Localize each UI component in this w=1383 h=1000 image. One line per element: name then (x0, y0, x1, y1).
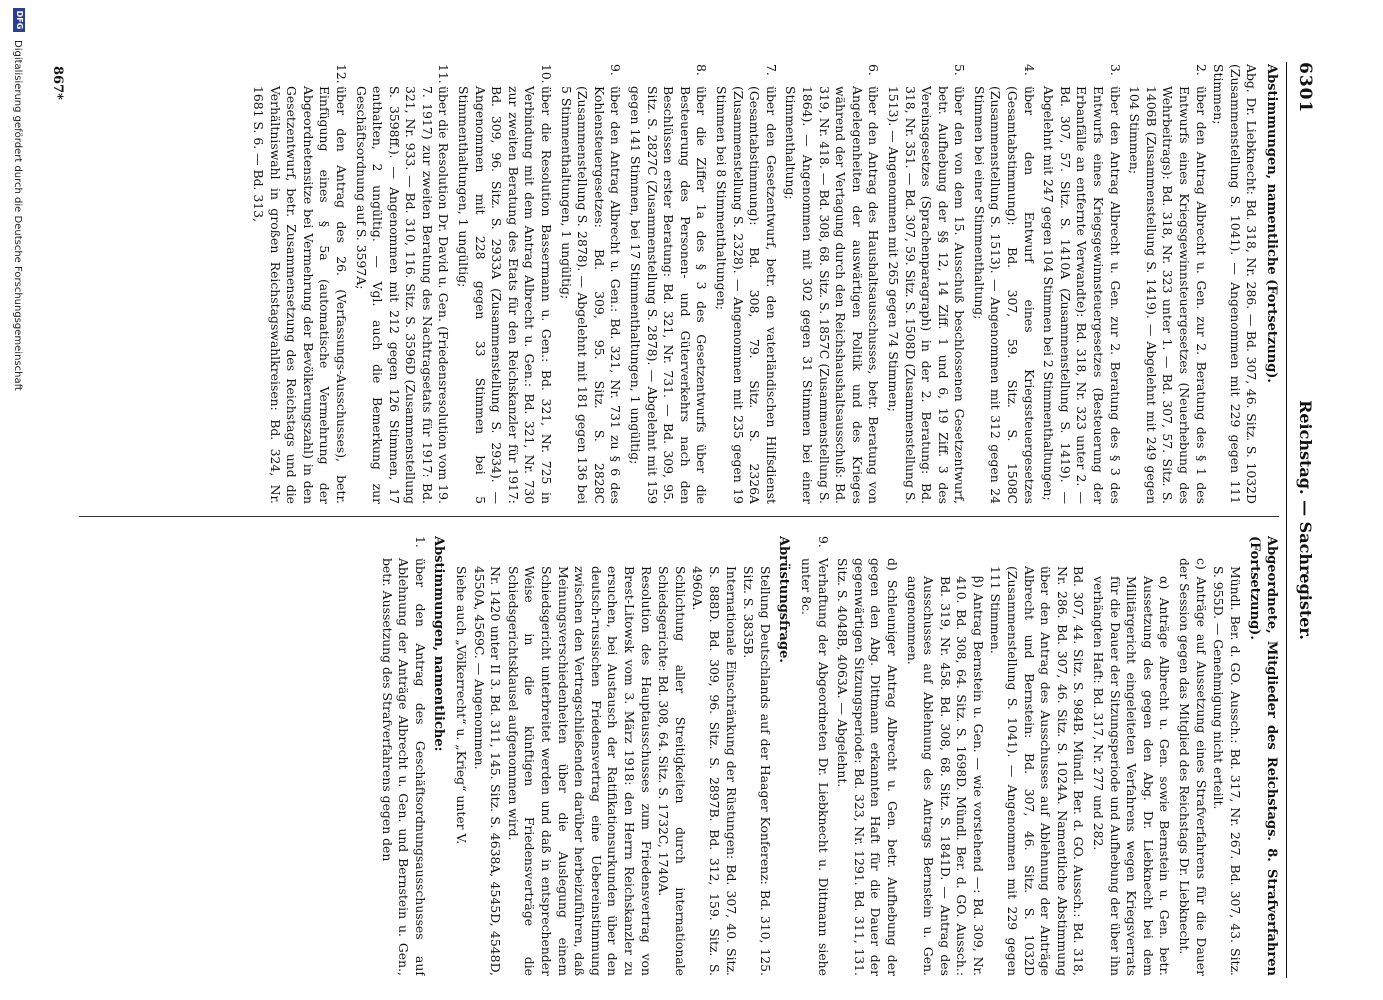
entry-number: 11. (436, 64, 452, 84)
paragraph: Abg. Dr. Liebknecht: Bd. 318, Nr. 286. — Bd. 307, 46. Sitz. S. 1032D (Zusammenstellung S. 1041). — Angenommen mit 229 gegen 111 Stimmen; (1211, 64, 1260, 504)
reference-text: Schlichtung aller Streitigkeiten durch internationale Schiedsgerichte: Bd. 308, 64. Sitz. S. 1732C, 1740A. (656, 566, 688, 976)
entry-number: 1. (412, 536, 428, 548)
reference-text: Nr. 1420 unter II 3. Bd. 311, 145. Sitz. S. 4638A, 4545D, 4548D, 4550A, 4569C. — Angenommen. (471, 566, 504, 976)
reference-text: Siehe auch „Völkerrecht“ u. „Krieg“ unter V. (454, 566, 470, 845)
reference-text: α) Anträge Albrecht u. Gen. sowie Bernstein u. Gen. betr. Aussetzung des gegen den Abg. Dr. Liebknecht bei dem Militärgericht eingeleiteten Verfahrens wegen Kriegsverrats für die Dauer der Sitzungsperiode und Aufhebung der über ihn verhängten Haft: Bd. 317, Nr. 277 und 282. (1091, 576, 1173, 976)
entry-number: 6. (866, 64, 882, 76)
reference-text: β) Antrag Bernstein u. Gen. — wie vorstehend —: Bd. 309, Nr. 410. Bd. 308, 64. Sitz. S. 1698D. Mündl. Ber. d. GO. Aussch.: Bd. 319, Nr. 458. Bd. 308, 68. Sitz. S. 1841D. — Antrag des Ausschusses auf Ablehnung des Antrags Bernstein u. Gen. angenommen. (904, 576, 986, 976)
entry-text: über den Antrag Albrecht u. Gen. zur 2. Beratung des § 1 des Entwurfs eines Kriegsgewinnsteuergesetzes (Neuerhebung des Wehrbeitrags): Bd. 318, Nr. 323 unter 1. — Bd. 307, 57. Sitz. S. 1406B (Zusammenstellung S. 1419). — Abgelehnt mit 249 gegen 104 Stimmen; (1127, 86, 1209, 504)
entry-text: über den Antrag Albrecht u. Gen. zur 2. Beratung des § 3 des Entwurfs eines Kriegsgewinnsteuergesetzes (Besteuerung der Erbanfälle an entfernte Verwandte): Bd. 318, Nr. 323 unter 2. — Bd. 307, 57. Sitz. S. 1410A (Zusammenstellung S. 1419). — Abgelehnt mit 247 gegen 104 Stimmen bei 2 Stimmenthaltungen; (1041, 86, 1123, 504)
entry-text: über den Antrag des Geschäftsordnungsausschusses auf Ablehnung der Anträge Albrecht u. Gen. und Bernstein u. Gen., betr. Aussetzung des Strafverfahrens gegen den (379, 558, 428, 976)
entry-text: über den Antrag Albrecht u. Gen.: Bd. 321, Nr. 731 zu § 6 des Kohlensteuergesetzes: Bd. 309, 95. Sitz. S. 2828C (Zusammenstellung S. 2878). — Abgelehnt mit 181 gegen 136 bei 5 Stimmenthaltungen, 1 ungültig; (558, 86, 624, 504)
reference-text: c) Anträge auf Aussetzung eines Strafverfahrens für die Dauer der Session gegen das Mitglied des Reichstags Dr. Liebknecht. (1177, 558, 1209, 976)
funding-note: Digitalisierung gefördert durch die Deutsche Forschungsgemeinschaft (12, 40, 23, 391)
entry-number: 5. (952, 64, 968, 76)
entry-number: 2. (1193, 64, 1209, 76)
entry-number: 7. (763, 64, 779, 76)
running-title: Reichstag. — Sachregister. (1296, 400, 1315, 640)
reference-text: d) Schleuniger Antrag Albrecht u. Gen. betr. Aufhebung der gegen den Abg. Dittmann erkannten Haft für die Dauer der gegenwärtigen Sitzungsperiode: Bd. 323, Nr. 1291. Bd. 311, 131. Sitz. S. 4048B, 4063A. — Abgelehnt. (835, 558, 900, 976)
reference-text: Resolution des Hauptausschusses zum Friedensvertrag von Brest-Litowsk vom 3. März 1918: den Herrn Reichskanzler zu ersuchen, bei Austausch der Ratifikationsurkunden über den deutsch-russischen Friedensvertrag eine Uebereinstimmung zwischen den Vertragschließenden darüber herbeizuführen, daß Meinungsverschiedenheiten über die Auslegung einem Schiedsgericht unterbreitet werden und daß in entsprechender Weise in die künftigen Friedensverträge die Schiedsgerichtsklausel aufgenommen wird. (505, 566, 654, 976)
entry-text: Verhaftung der Abgeordneten Dr. Liebknecht u. Dittmann siehe unter 8c. (798, 558, 831, 976)
entry-text: über die Ziffer 1a des § 3 des Gesetzentwurfs über die Besteuerung des Personen- und Güterverkehrs nach den Beschlüssen erster Beratung: Bd. 321, Nr. 731. — Bd. 309, 95. Sitz. S. 2827C (Zusammenstellung S. 2878). — Abgelehnt mit 159 gegen 141 Stimmen, bei 17 Stimmenthaltungen, 1 ungültig; (628, 86, 710, 504)
entry-text: über den Gesetzentwurf, betr. den vaterländischen Hilfsdienst (Gesamtabstimmung): Bd. 308, 79. Sitz. S. 2326A (Zusammenstellung S. 2328). — Angenommen mit 235 gegen 19 Stimmen bei 8 Stimmenthaltungen; (714, 86, 779, 504)
entry-text: über den von dem 15. Ausschuß beschlossenen Gesetzentwurf, betr. Aufhebung der §§ 12, 14 Ziff. 1 und 6, 19 Ziff. 3 des Vereinsgesetzes (Sprachenparagraph) in der 2. Beratung: Bd. 318, Nr. 351. — Bd. 307, 59. Sitz. S. 1508D (Zusammenstellung S. 1513). — Angenommen mit 265 gegen 74 Stimmen; (885, 86, 968, 504)
footer-page-number: 867* (50, 66, 65, 100)
page-number: 6301 (1295, 62, 1315, 114)
entry-number: 9. (608, 64, 624, 76)
entry-text: über den Antrag des 26. (Verfassungs-Ausschusses), betr. Einfügung eines § 5a (automatische Vermehrung der Abgeordnetensitze bei Vermehrung der Bevölkerungszahl) in den Gesetzentwurf, betr. Zusammensetzung des Reichstags und die Verhältniswahl in großen Reichstagswahlkreisen: Bd. 324, Nr. 1681 S. 6. — Bd. 313, (250, 86, 349, 504)
entry-number: 12. (333, 64, 349, 84)
entry-text: über die Resolution Bassermann u. Gen.: Bd. 321, Nr. 725 in Verbindung mit dem Antrag Albrecht u. Gen.: Bd. 321, Nr. 730 zur zweiten Beratung des Etats für den Reichskanzler für 1917: Bd. 309, 96. Sitz. S. 2933A (Zusammenstellung S. 2934). — Angenommen mit 228 gegen 33 Stimmen bei 5 Stimmenthaltungen, 1 ungültig; (456, 86, 555, 504)
entry-number: 8. (694, 64, 710, 76)
reference-text: Internationale Einschränkung der Rüstungen: Bd. 307, 40. Sitz. S. 888D. Bd. 309, 96. Sitz. S. 2897B. Bd. 312, 159. Sitz. S. 4960A. (690, 566, 739, 976)
entry-number: 3. (1107, 64, 1123, 76)
dfg-logo: DFG (13, 8, 25, 32)
right-column-title: Abgeordnete, Mitglieder des Reichstags. 8. Strafverfahren (Fortsetzung). (1247, 536, 1279, 976)
entry-text: über den Entwurf eines Kriegssteuergesetzes (Gesamtabstimmung): Bd. 307, 59. Sitz. S. 1508C (Zusammenstellung S. 1513). — Angenommen mit 312 gegen 24 Stimmen bei einer Stimmenthaltung; (971, 86, 1037, 504)
reference-text: Bd. 307, 44. Sitz. S. 984B. Mündl. Ber. d. GO. Aussch.: Bd. 318, Nr. 286. Bd. 307, 46. Sitz. S. 1024A. Namentliche Abstimmung über den Antrag des Ausschusses auf Ablehnung der Anträge Albrecht und Bernstein: Bd. 307, 46. Sitz. S. 1032D (Zusammenstellung S. 1041). — Angenommen mit 229 gegen 111 Stimmen. (988, 566, 1087, 976)
section-heading: Abrüstungsfrage. (776, 536, 792, 663)
left-column-title: Abstimmungen, namentliche (Fortsetzung). (1264, 64, 1279, 383)
entry-number: 9. (815, 536, 831, 548)
reference-text: Stellung Deutschlands auf der Haager Konferenz: Bd. 310, 125. Sitz. S. 3835B. (741, 566, 773, 976)
entry-text: über den Antrag des Haushaltsausschusses, betr. Beratung von Angelegenheiten der auswärtigen Politik und des Krieges während der Vertagung durch den Reichshaushaltsausschuß: Bd. 319, Nr. 418. — Bd. 308, 68. Sitz. S. 1857C (Zusammenstellung S. 1864). — Angenommen mit 302 gegen 31 Stimmen bei einer Stimmenthaltung; (783, 86, 882, 504)
entry-number: 10. (539, 64, 555, 84)
section-heading: Abstimmungen, namentliche: (431, 536, 447, 752)
entry-number: 4. (1021, 64, 1037, 76)
reference-text: Mündl. Ber. d. GO. Aussch.: Bd. 317, Nr. 267. Bd. 307, 43. Sitz. S. 955D. — Genehmigung nicht erteilt. (1211, 566, 1243, 976)
entry-text: über die Resolution Dr. David u. Gen. (Friedensresolution vom 19. 7. 1917) zur zweiten Beratung des Nachtragsetats für 1917: Bd. 321, Nr. 933. — Bd. 310, 116. Sitz. S. 3596D (Zusammenstellung S. 3598ff.). — Angenommen mit 212 gegen 126 Stimmen, 17 enthalten, 2 ungültig. — Vgl. auch die Bemerkung zur Geschäftsordnung auf S. 3597A; (353, 86, 452, 504)
